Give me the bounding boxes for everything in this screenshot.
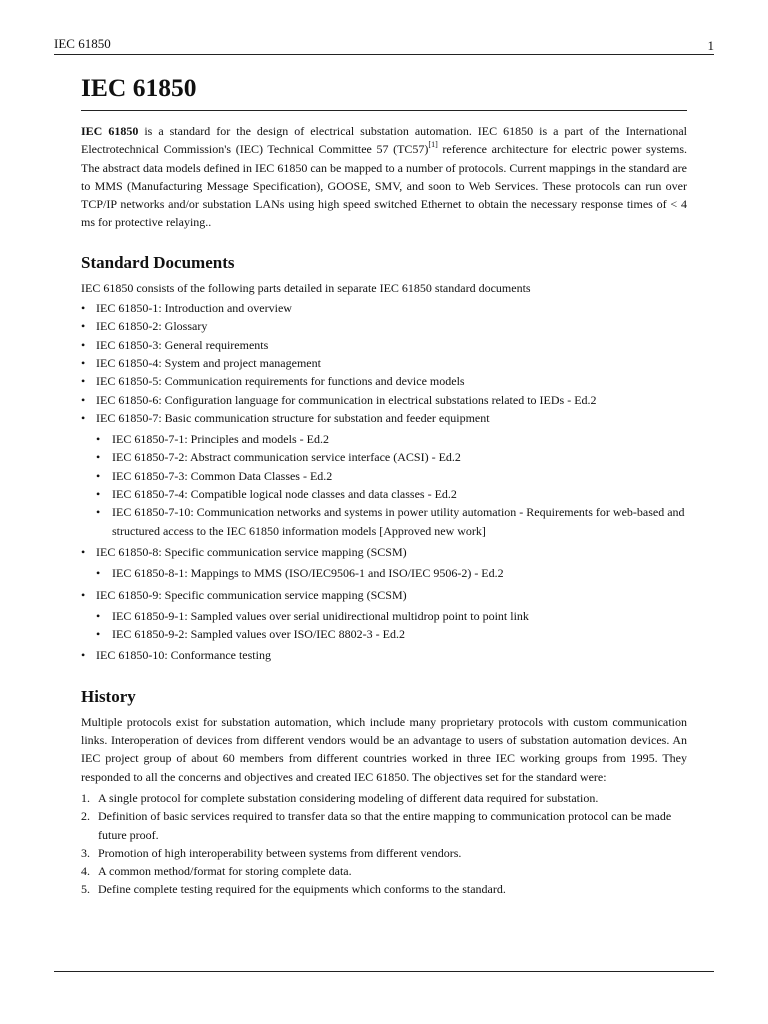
sub-list-item: • IEC 61850-7-4: Compatible logical node classes and data classes - Ed.2 xyxy=(96,485,687,503)
list-item xyxy=(81,880,687,898)
history-paragraph: Multiple protocols exist for substation automation, which include many proprietary protocols with custom communication links. Interoperation of devices from different vendors would be an advantage to users of substation automation devices. An IEC project group of about 60 members from different countries worked in three IEC working groups from 1995. They responded to all the concerns and objectives and created IEC 61850. The objectives set for the standard were: xyxy=(81,714,687,784)
item-number: 3. xyxy=(81,845,90,860)
list-item: • IEC 61850-2: Glossary xyxy=(81,317,687,335)
list-item xyxy=(81,844,687,862)
list-item xyxy=(81,807,687,844)
list-item-label: IEC 61850-7: Basic communication structure for substation and feeder equipment xyxy=(96,410,490,425)
standard-documents-list xyxy=(81,299,687,665)
intro-bold-term: IEC 61850 xyxy=(81,124,139,138)
list-item-label: IEC 61850-9: Specific communication service mapping (SCSM) xyxy=(96,587,407,602)
item-text: A common method/format for storing complete data. xyxy=(98,864,352,879)
objectives-list xyxy=(81,789,687,899)
running-title: IEC 61850 xyxy=(54,36,111,51)
item-text: Promotion of high interoperability between systems from different vendors. xyxy=(98,845,462,860)
sub-list-item: • IEC 61850-7-10: Communication networks and systems in power utility automation - Requirements for web-based and structured access to the IEC 61850 information models [Approved new work] xyxy=(96,503,687,540)
sub-list-part-7 xyxy=(96,430,687,540)
sub-list-item: • IEC 61850-9-1: Sampled values over serial unidirectional multidrop point to point link xyxy=(96,607,687,625)
sub-list-item: • IEC 61850-7-1: Principles and models - Ed.2 xyxy=(96,430,687,448)
sub-list-part-9 xyxy=(96,607,687,644)
sub-list-item: • IEC 61850-9-2: Sampled values over ISO/IEC 8802-3 - Ed.2 xyxy=(96,625,687,643)
item-text: A single protocol for complete substation considering modeling of different data required for substation. xyxy=(98,790,599,805)
section-heading-standard-documents: Standard Documents xyxy=(81,252,235,272)
footnote-link[interactable]: [1] xyxy=(428,140,438,150)
item-text: Define complete testing required for the equipments which conforms to the standard. xyxy=(98,882,506,897)
sub-list-item: • IEC 61850-8-1: Mappings to MMS (ISO/IEC9506-1 and ISO/IEC 9506-2) - Ed.2 xyxy=(96,564,687,582)
list-item xyxy=(81,862,687,880)
section-heading-history: History xyxy=(81,686,136,706)
item-number: 2. xyxy=(81,809,90,824)
list-item-part-7 xyxy=(81,409,687,540)
intro-text-a: is a standard for the design of electrical substation automation. IEC 61850 is a part of the International Electrotechnical Commission's (IEC) Technical Committee 57 (TC57) xyxy=(81,124,688,157)
list-item xyxy=(81,789,687,807)
list-item: • IEC 61850-10: Conformance testing xyxy=(81,646,687,664)
list-item-part-9 xyxy=(81,586,687,644)
standard-documents-lead: IEC 61850 consists of the following parts detailed in separate IEC 61850 standard documents xyxy=(81,280,531,295)
sub-list-part-8 xyxy=(96,564,687,582)
item-number: 1. xyxy=(81,790,90,805)
list-item: • IEC 61850-5: Communication requirements for functions and device models xyxy=(81,372,687,390)
page-number: 1 xyxy=(707,38,714,53)
list-item: • IEC 61850-3: General requirements xyxy=(81,336,687,354)
item-text: Definition of basic services required to transfer data so that the entire mapping to communication protocol can be made future proof. xyxy=(98,809,672,842)
list-item-label: IEC 61850-8: Specific communication service mapping (SCSM) xyxy=(96,544,407,559)
running-header xyxy=(54,34,714,55)
item-number: 4. xyxy=(81,864,90,879)
list-item: • IEC 61850-6: Configuration language for communication in electrical substations related to IEDs - Ed.2 xyxy=(81,391,687,409)
sub-list-item: • IEC 61850-7-2: Abstract communication service interface (ACSI) - Ed.2 xyxy=(96,448,687,466)
footer-divider xyxy=(54,971,714,972)
article-body xyxy=(81,72,687,899)
list-item: • IEC 61850-1: Introduction and overview xyxy=(81,299,687,317)
intro-text-b: reference architecture for electric power systems. The abstract data models defined in IEC 61850 can be mapped to a number of protocols. Current mappings in the standard are to MMS (Manufacturing Message Specification), GOOSE, SMV, and soon to Web Services. These protocols can run over TCP/IP networks and/or substation LANs using high speed switched Ethernet to obtain the necessary response times of < 4 ms for protective relaying.. xyxy=(81,142,688,230)
list-item: • IEC 61850-4: System and project management xyxy=(81,354,687,372)
item-number: 5. xyxy=(81,882,90,897)
page-title: IEC 61850 xyxy=(81,72,687,111)
sub-list-item: • IEC 61850-7-3: Common Data Classes - Ed.2 xyxy=(96,467,687,485)
intro-paragraph xyxy=(81,122,687,232)
list-item-part-8 xyxy=(81,543,687,583)
